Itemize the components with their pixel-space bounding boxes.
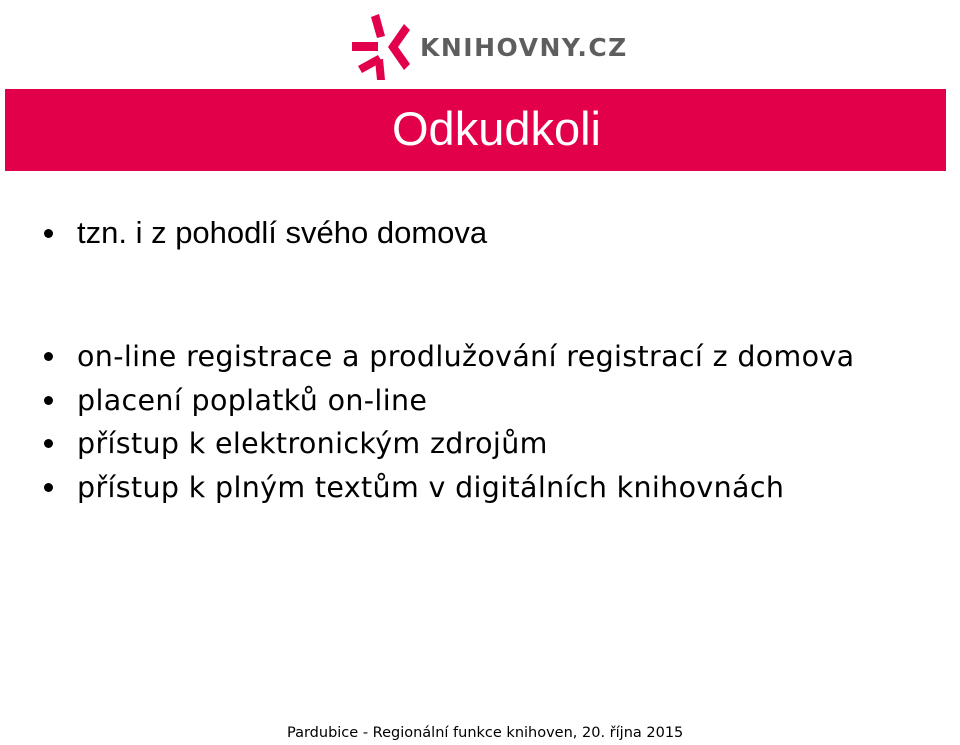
logo-text: KNIHOVNY.CZ	[420, 32, 628, 62]
list-item-text: placení poplatků on-line	[77, 383, 428, 417]
list-item	[40, 466, 955, 510]
list-item	[40, 335, 955, 379]
bullet-dot-icon	[44, 439, 53, 448]
list-item	[40, 379, 955, 423]
logo	[352, 14, 628, 80]
list-item-text: tzn. i z pohodlí svého domova	[77, 215, 488, 250]
bullet-dot-icon	[44, 483, 53, 492]
bullet-dot-icon	[44, 229, 53, 238]
list-item-text: on-line registrace a prodlužování registrací z domova	[77, 340, 855, 373]
feature-bullet-list	[40, 335, 955, 509]
title-holder	[5, 89, 946, 171]
page-title: Odkudkoli	[392, 102, 601, 155]
bullet-dot-icon	[44, 396, 53, 405]
list-item-text: přístup k plným textům v digitálních knihovnách	[77, 470, 785, 504]
list-item	[40, 422, 955, 466]
list-item-text: přístup k elektronickým zdrojům	[77, 427, 548, 460]
footer-text: Pardubice - Regionální funkce knihoven, 20. října 2015	[287, 725, 684, 741]
intro-bullet-list	[40, 212, 955, 254]
knihovny-star-icon	[352, 14, 410, 80]
list-item	[40, 212, 955, 254]
bullet-dot-icon	[44, 352, 53, 361]
